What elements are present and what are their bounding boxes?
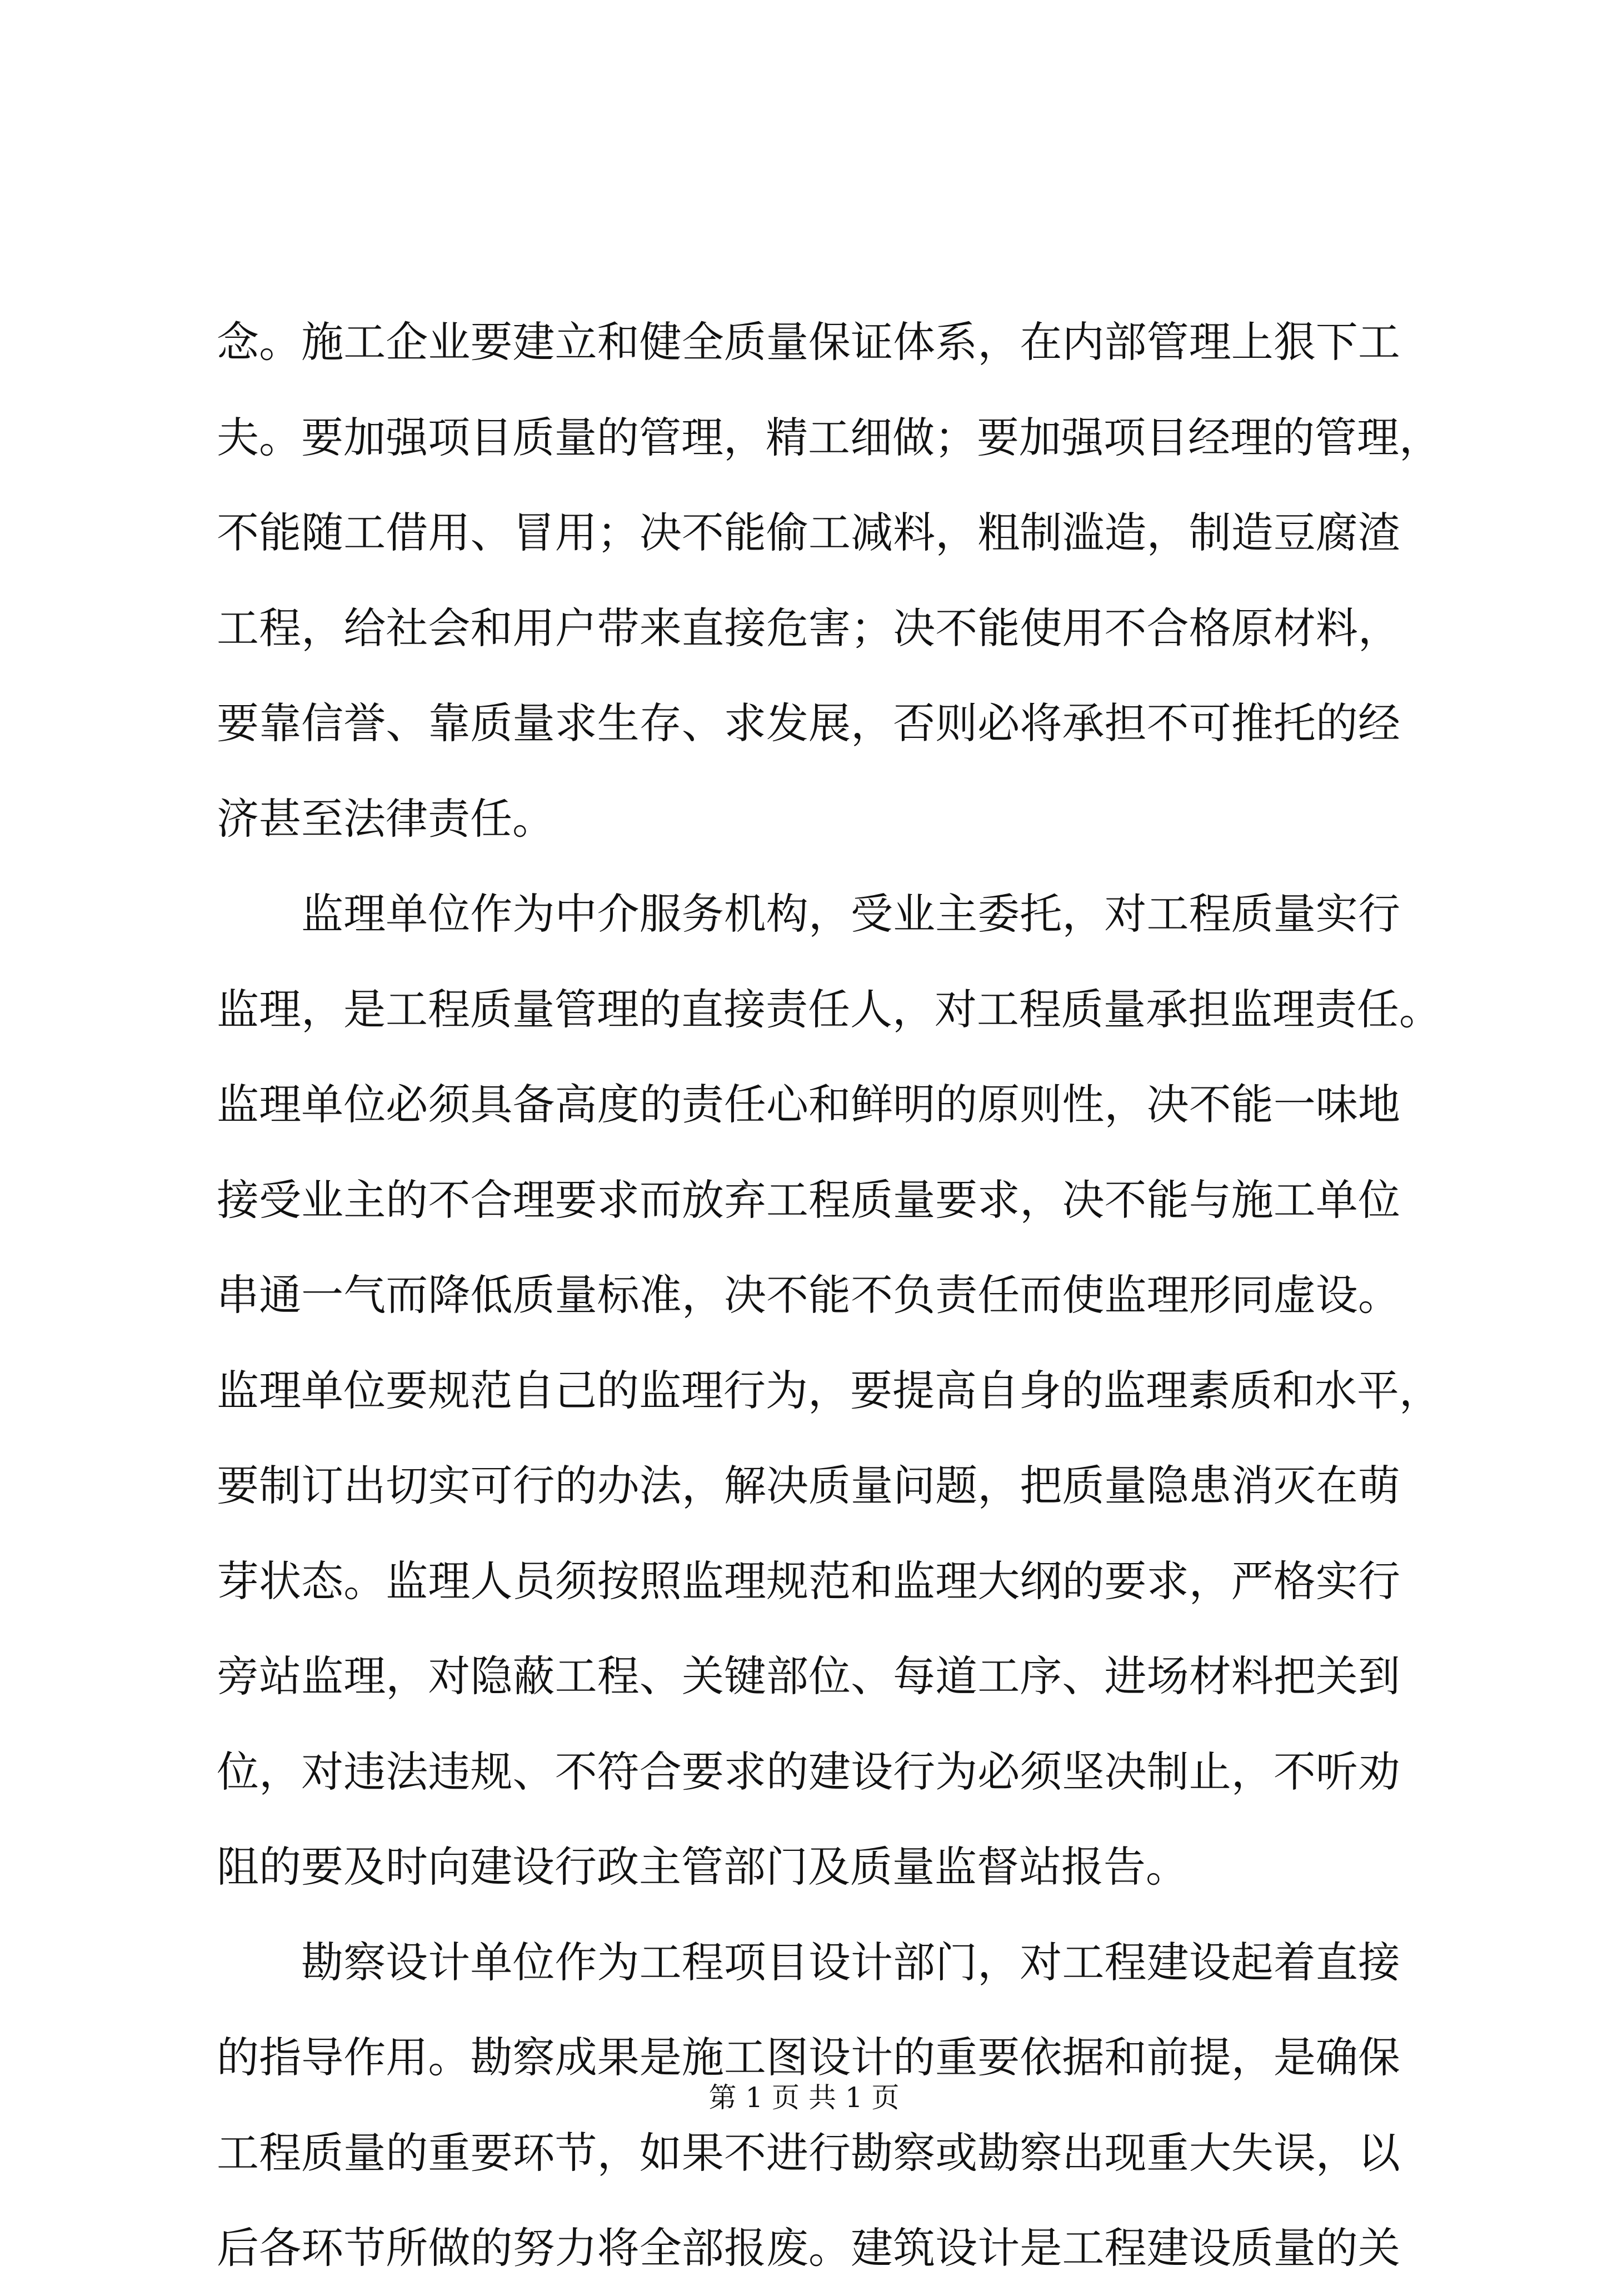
text-line-9: 监理单位必须具备高度的责任心和鲜明的原则性，决不能一味地 [217, 1080, 1400, 1129]
text-line-12: 监理单位要规范自己的监理行为，要提高自身的监理素质和水平， [217, 1365, 1441, 1415]
text-line-19: 的指导作用。勘察成果是施工图设计的重要依据和前提，是确保 [217, 2033, 1400, 2082]
text-line-21: 后各环节所做的努力将全部报废。建筑设计是工程建设质量的关 [217, 2223, 1400, 2273]
text-line-3: 不能随工借用、冒用；决不能偷工减料，粗制滥造，制造豆腐渣 [217, 508, 1400, 557]
text-line-14: 芽状态。监理人员须按照监理规范和监理大纲的要求，严格实行 [217, 1556, 1400, 1606]
text-line-17: 阻的要及时向建设行政主管部门及质量监督站报告。 [217, 1842, 1188, 1891]
text-line-10: 接受业主的不合理要求而放弃工程质量要求，决不能与施工单位 [217, 1175, 1400, 1225]
text-line-5: 要靠信誉、靠质量求生存、求发展，否则必将承担不可推托的经 [217, 698, 1400, 748]
text-line-16: 位，对违法违规、不符合要求的建设行为必须坚决制止，不听劝 [217, 1746, 1400, 1796]
text-line-4: 工程，给社会和用户带来直接危害；决不能使用不合格原材料， [217, 603, 1400, 653]
text-line-11: 串通一气而降低质量标准，决不能不负责任而使监理形同虚设。 [217, 1270, 1400, 1320]
text-line-15: 旁站监理，对隐蔽工程、关键部位、每道工序、进场材料把关到 [217, 1651, 1400, 1701]
text-line-2: 夫。要加强项目质量的管理，精工细做；要加强项目经理的管理， [217, 412, 1441, 462]
page-number-label: 第 1 页 共 1 页 [708, 2082, 900, 2114]
text-line-20: 工程质量的重要环节，如果不进行勘察或勘察出现重大失误，以 [217, 2128, 1400, 2178]
document-body [217, 295, 1441, 2296]
text-line-6: 济甚至法律责任。 [217, 793, 555, 843]
page-footer [0, 2081, 1608, 2114]
text-line-18: 勘察设计单位作为工程项目设计部门，对工程建设起着直接 [301, 1937, 1400, 1987]
text-line-8: 监理，是工程质量管理的直接责任人，对工程质量承担监理责任。 [217, 984, 1441, 1034]
text-line-7: 监理单位作为中介服务机构，受业主委托，对工程质量实行 [301, 889, 1400, 939]
text-line-13: 要制订出切实可行的办法，解决质量问题，把质量隐患消灭在萌 [217, 1461, 1400, 1510]
text-line-1: 念。施工企业要建立和健全质量保证体系，在内部管理上狠下工 [217, 317, 1400, 367]
